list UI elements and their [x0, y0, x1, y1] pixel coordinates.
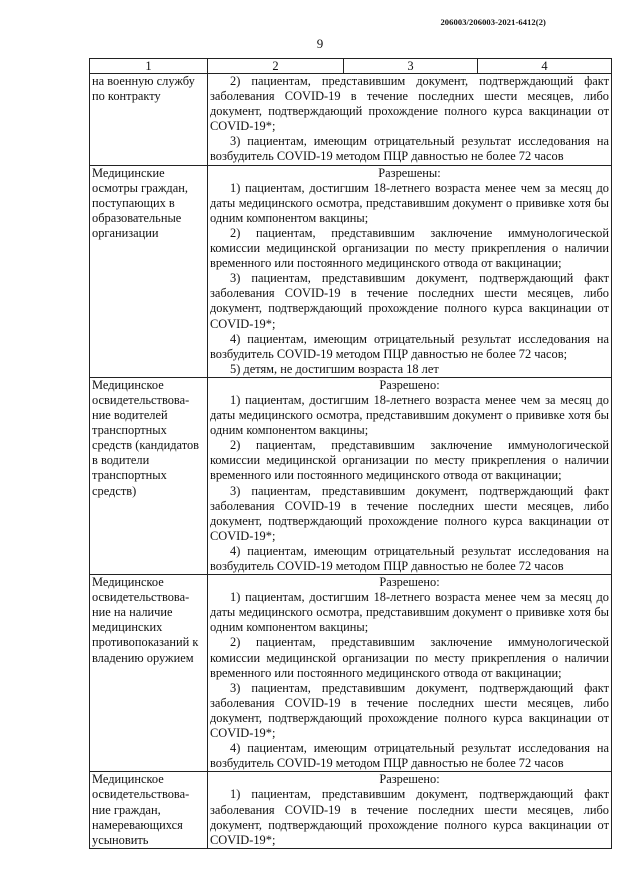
condition-item: 4) пациентам, имеющим отрицательный результат исследования на возбудитель COVID-19 методом ПЦР давностью не более 72 часов; [210, 331, 609, 361]
conditions-cell [208, 165, 612, 377]
table-row [90, 575, 612, 772]
table-row [90, 165, 612, 377]
condition-item: 4) пациентам, имеющим отрицательный результат исследования на возбудитель COVID-19 методом ПЦР давностью не более 72 часов [210, 741, 609, 771]
condition-item: 2) пациентам, представившим документ, подтверждающий факт заболевания COVID-19 в течение последних шести месяцев, либо документ, подтверждающий прохождение полного курса вакцинации от COVID-19*; [210, 74, 609, 134]
conditions-cell [208, 74, 612, 166]
procedure-name: Медицинское освидетельствова-ние на наличие медицинских противопоказаний к владению оружием [90, 575, 208, 772]
condition-item: 2) пациентам, представившим заключение иммунологической комиссии медицинской организации по месту прикрепления о наличии временного или постоянного медицинского отвода от вакцинации; [210, 635, 609, 680]
table-header-row [90, 59, 612, 74]
condition-item: 1) пациентам, представившим документ, подтверждающий факт заболевания COVID-19 в течение последних шести месяцев, либо документ, подтверждающий прохождение полного курса вакцинации от COVID-19*; [210, 787, 609, 847]
condition-item: 3) пациентам, представившим документ, подтверждающий факт заболевания COVID-19 в течение последних шести месяцев, либо документ, подтверждающий прохождение полного курса вакцинации от COVID-19*; [210, 680, 609, 741]
condition-item: 1) пациентам, достигшим 18-летнего возраста менее чем за месяц до даты медицинского осмотра, представившим документ о прививке хотя бы одним компонентом вакцины; [210, 590, 609, 635]
condition-item: 2) пациентам, представившим заключение иммунологической комиссии медицинской организации по месту прикрепления о наличии временного или постоянного медицинского отвода от вакцинации; [210, 438, 609, 483]
conditions-heading: Разрешено: [379, 377, 440, 392]
table-row [90, 772, 612, 848]
table-row [90, 74, 612, 166]
procedure-name: Медицинское освидетельствова-ние граждан, намеревающихся усыновить [90, 772, 208, 848]
column-header: 2 [208, 59, 344, 74]
column-header: 3 [344, 59, 478, 74]
conditions-cell [208, 377, 612, 574]
procedure-name: Медицинские осмотры граждан, поступающих в образовательные организации [90, 165, 208, 377]
conditions-heading: Разрешено: [379, 575, 440, 590]
column-header: 1 [90, 59, 208, 74]
conditions-heading: Разрешены: [378, 165, 441, 180]
procedure-name: Медицинское освидетельствова-ние водителей транспортных средств (кандидатов в водители транспортных средств) [90, 377, 208, 574]
conditions-cell [208, 575, 612, 772]
condition-item: 3) пациентам, представившим документ, подтверждающий факт заболевания COVID-19 в течение последних шести месяцев, либо документ, подтверждающий прохождение полного курса вакцинации от COVID-19*; [210, 271, 609, 331]
column-header: 4 [478, 59, 612, 74]
table-row [90, 377, 612, 574]
regulations-table [89, 58, 612, 849]
condition-item: 5) детям, не достигшим возраста 18 лет [230, 361, 439, 376]
page-number: 9 [316, 36, 324, 51]
conditions-cell [208, 772, 612, 848]
condition-item: 3) пациентам, имеющим отрицательный результат исследования на возбудитель COVID-19 методом ПЦР давностью не более 72 часов [210, 134, 609, 164]
condition-item: 3) пациентам, представившим документ, подтверждающий факт заболевания COVID-19 в течение последних шести месяцев, либо документ, подтверждающий прохождение полного курса вакцинации от COVID-19*; [210, 483, 609, 543]
procedure-name: на военную службу по контракту [90, 74, 208, 166]
document-id: 206003/206003-2021-6412(2) [440, 17, 546, 27]
conditions-heading: Разрешено: [379, 772, 440, 787]
condition-item: 1) пациентам, достигшим 18-летнего возраста менее чем за месяц до даты медицинского осмотра, представившим документ о прививке хотя бы одним компонентом вакцины; [210, 180, 609, 225]
condition-item: 1) пациентам, достигшим 18-летнего возраста менее чем за месяц до даты медицинского осмотра, представившим документ о прививке хотя бы одним компонентом вакцины; [210, 392, 609, 438]
condition-item: 2) пациентам, представившим заключение иммунологической комиссии медицинской организации по месту прикрепления о наличии временного или постоянного медицинского отвода от вакцинации; [210, 225, 609, 271]
condition-item: 4) пациентам, имеющим отрицательный результат исследования на возбудитель COVID-19 методом ПЦР давностью не более 72 часов [210, 543, 609, 573]
